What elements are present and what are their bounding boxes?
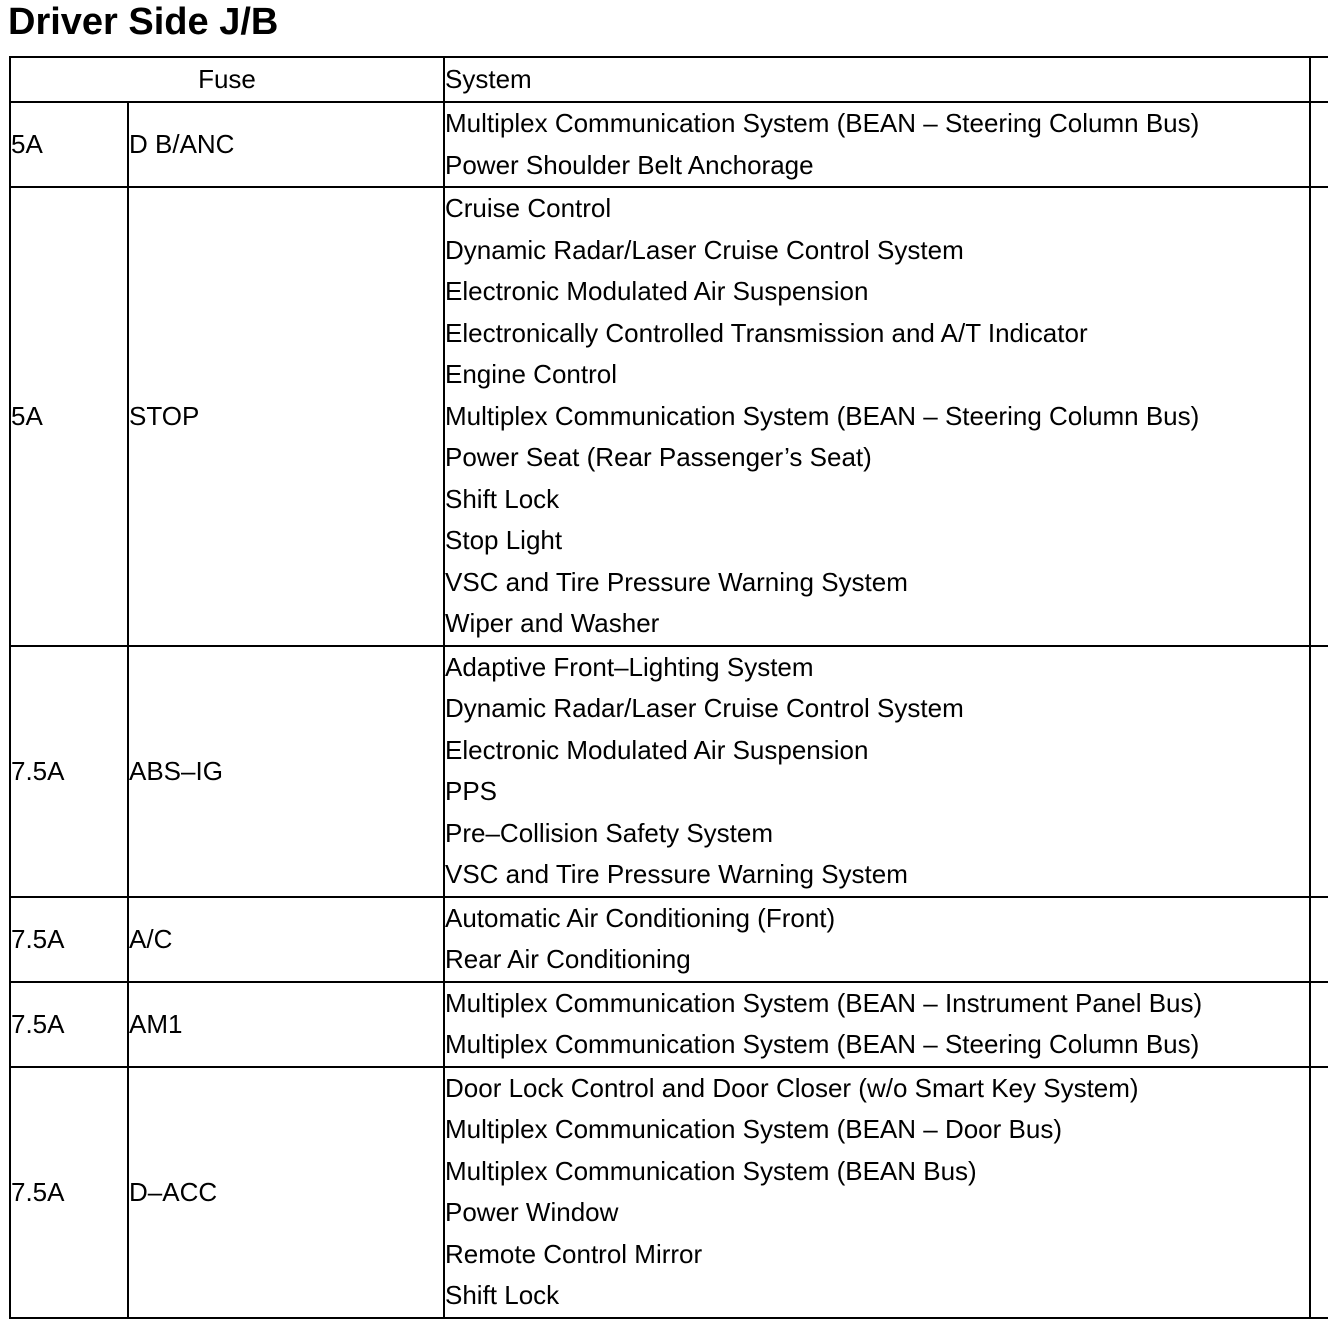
empty-cell (1310, 982, 1328, 1067)
system-item: VSC and Tire Pressure Warning System (445, 566, 908, 597)
system-item: Power Shoulder Belt Anchorage (445, 149, 814, 180)
table-header-row (10, 57, 1328, 102)
system-item: PPS (445, 776, 498, 806)
system-item: Shift Lock (445, 1280, 560, 1310)
table-row (10, 646, 1328, 897)
system-item: Remote Control Mirror (445, 1238, 703, 1269)
system-list (444, 102, 1310, 187)
system-list (444, 982, 1310, 1067)
system-item: Wiper and Washer (445, 608, 660, 638)
table-row (10, 897, 1328, 982)
fuse-amperage: 5A (10, 102, 128, 187)
system-column-header: System (444, 57, 1310, 102)
system-item: Multiplex Communication System (BEAN – Steering Column Bus) (445, 1029, 1200, 1059)
system-item: Rear Air Conditioning (445, 944, 691, 974)
fuse-table-body (10, 102, 1328, 1318)
empty-cell (1310, 102, 1328, 187)
empty-cell (1310, 187, 1328, 646)
system-item: Multiplex Communication System (BEAN – Steering Column Bus) (445, 108, 1200, 138)
fuse-amperage: 5A (10, 187, 128, 646)
system-item: Pre–Collision Safety System (445, 817, 774, 848)
system-item: Shift Lock (445, 483, 560, 514)
fuse-table (9, 56, 1328, 1319)
system-item: Multiplex Communication System (BEAN – Steering Column Bus) (445, 400, 1200, 431)
empty-cell (1310, 646, 1328, 897)
system-item: VSC and Tire Pressure Warning System (445, 859, 908, 889)
system-item: Multiplex Communication System (BEAN – Door Bus) (445, 1114, 1062, 1144)
fuse-amperage: 7.5A (10, 897, 128, 982)
system-item: Electronically Controlled Transmission and A/T Indicator (445, 317, 1088, 348)
system-item: Power Seat (Rear Passenger’s Seat) (445, 442, 872, 472)
system-item: Adaptive Front–Lighting System (445, 651, 814, 682)
fuse-name: ABS–IG (128, 646, 444, 897)
fuse-column-header: Fuse (10, 57, 444, 102)
empty-cell (1310, 897, 1328, 982)
system-item: Multiplex Communication System (BEAN Bus) (445, 1155, 977, 1186)
system-item: Dynamic Radar/Laser Cruise Control System (445, 234, 964, 265)
fuse-name: AM1 (128, 982, 444, 1067)
system-item: Stop Light (445, 525, 563, 555)
table-row (10, 1067, 1328, 1318)
empty-cell (1310, 1067, 1328, 1318)
system-item: Cruise Control (445, 193, 612, 223)
system-item: Multiplex Communication System (BEAN – Instrument Panel Bus) (445, 987, 1203, 1018)
page-title: Driver Side J/B (8, 1, 279, 43)
system-list (444, 897, 1310, 982)
table-row (10, 102, 1328, 187)
system-item: Power Window (445, 1197, 619, 1227)
table-row (10, 982, 1328, 1067)
system-item: Automatic Air Conditioning (Front) (445, 902, 836, 933)
fuse-amperage: 7.5A (10, 982, 128, 1067)
system-list (444, 1067, 1310, 1318)
system-item: Engine Control (445, 359, 617, 389)
system-item: Dynamic Radar/Laser Cruise Control System (445, 693, 964, 723)
empty-column-header (1310, 57, 1328, 102)
fuse-amperage: 7.5A (10, 1067, 128, 1318)
fuse-name: STOP (128, 187, 444, 646)
system-list (444, 646, 1310, 897)
system-item: Door Lock Control and Door Closer (w/o Smart Key System) (445, 1072, 1139, 1103)
system-item: Electronic Modulated Air Suspension (445, 276, 869, 306)
system-item: Electronic Modulated Air Suspension (445, 734, 869, 765)
table-row (10, 187, 1328, 646)
system-list (444, 187, 1310, 646)
fuse-name: A/C (128, 897, 444, 982)
fuse-amperage: 7.5A (10, 646, 128, 897)
fuse-name: D B/ANC (128, 102, 444, 187)
fuse-name: D–ACC (128, 1067, 444, 1318)
